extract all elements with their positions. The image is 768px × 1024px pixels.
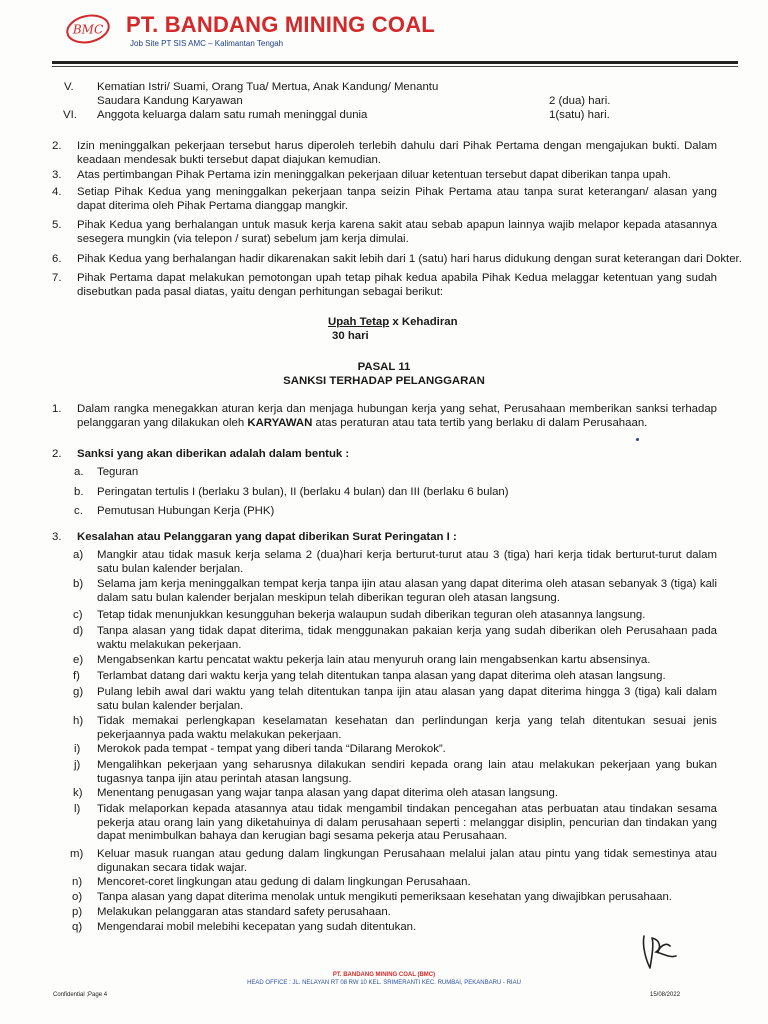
list-letter: l) <box>74 803 81 815</box>
handwritten-initials <box>636 932 684 972</box>
list-letter: i) <box>74 743 81 755</box>
list-item: Tanpa alasan yang tidak dapat diterima, tidak menggunakan pakaian kerja yang sudah diberikan oleh Perusahaan pada waktu melakukan pekerjaan. <box>97 625 717 651</box>
leave-item-text: Saudara Kandung Karyawan <box>97 95 243 107</box>
formula-term: Upah Tetap <box>328 316 390 328</box>
list-item: Mencoret-coret lingkungan atau gedung di dalam lingkungan Perusahaan. <box>97 876 471 888</box>
leave-item-text: Anggota keluarga dalam satu rumah meninggal dunia <box>97 109 368 121</box>
list-item: Merokok pada tempat - tempat yang diberi tanda “Dilarang Merokok”. <box>97 743 446 755</box>
list-item: Pulang lebih awal dari waktu yang telah ditentukan tanpa ijin atau alasan yang dapat diterima hingga 3 (tiga) kali dalam satu bulan kalender berjalan. <box>97 686 717 712</box>
item-number: 6. <box>52 253 62 265</box>
footer-date: 15/08/2022 <box>650 992 681 998</box>
list-item: Peringatan tertulis I (berlaku 3 bulan), II (berlaku 4 bulan) dan III (berlaku 6 bulan) <box>97 486 509 498</box>
list-letter: m) <box>70 848 84 860</box>
header-rule-thin <box>52 66 738 67</box>
footer-address: HEAD OFFICE : JL. NELAYAN RT 08 RW 10 KEL. SRIMERANTI KEC. RUMBAI, PEKANBARU - RIAU <box>247 980 521 986</box>
list-letter: n) <box>72 876 83 888</box>
header-rule <box>52 61 738 64</box>
company-logo <box>65 14 111 44</box>
company-name: PT. BANDANG MINING COAL <box>126 12 435 37</box>
list-item: Pemutusan Hubungan Kerja (PHK) <box>97 505 275 517</box>
list-letter: b. <box>74 486 84 498</box>
footer-company: PT. BANDANG MINING COAL (BMC) <box>332 972 436 978</box>
list-letter: a. <box>74 466 84 478</box>
list-letter: k) <box>73 787 83 799</box>
list-item: Tidak memakai perlengkapan keselamatan kesehatan dan perlindungan kerja yang telah ditentukan sesuai jenis pekerjaannya pada waktu melakukan pekerjaan. <box>97 715 717 741</box>
ink-dot <box>636 438 639 441</box>
list-letter: c) <box>73 609 83 621</box>
list-letter: j) <box>74 759 81 771</box>
list-letter: a) <box>73 549 84 561</box>
paragraph-text: Dalam rangka menegakkan aturan kerja dan menjaga hubungan kerja yang sehat, Perusahaan memberikan sanksi terhadap pelanggaran yang dilakukan oleh KARYAWAN atas peraturan atau tata tertib yang berlaku di dalam Perusahaan. <box>77 403 717 429</box>
formula-rest: x Kehadiran <box>389 316 458 328</box>
list-item: Terlambat datang dari waktu kerja yang telah ditentukan tanpa alasan yang dapat diterima oleh atasan langsung. <box>97 670 666 682</box>
paragraph-heading: Kesalahan atau Pelanggaran yang dapat diberikan Surat Peringatan I : <box>77 531 457 543</box>
paragraph-heading: Sanksi yang akan diberikan adalah dalam bentuk : <box>77 448 350 460</box>
item-number: 2. <box>52 140 62 152</box>
list-letter: q) <box>72 921 83 933</box>
list-item: Teguran <box>97 466 139 478</box>
list-letter: g) <box>73 686 84 698</box>
formula-numerator <box>328 316 458 330</box>
pasal-number: PASAL 11 <box>357 361 411 373</box>
footer-page: Confidential ;Page 4 <box>53 992 108 998</box>
list-item: Menentang penugasan yang wajar tanpa alasan yang dapat diterima oleh atasan langsung. <box>97 787 559 799</box>
item-text: Pihak Kedua yang berhalangan untuk masuk kerja karena sakit atau sebab apapun lainnya wajib melapor kepada atasannya sesegera mungkin (via telepon / surat) sebelum jam kerja dimulai. <box>77 219 717 245</box>
list-item: Melakukan pelanggaran atas standard safety perusahaan. <box>97 906 391 918</box>
list-item: Tidak melaporkan kepada atasannya atau tidak mengambil tindakan pencegahan atas perbuatan atau tindakan sesama pekerja atau orang lain yang diketahuinya di dalam perusahaan seperti : melanggar disiplin, pencurian dan tindakan yang dapat menimbulkan bahaya dan kerugian bagi sesama pekerja atau Perusahaan. <box>97 803 717 842</box>
emphasis-karyawan: KARYAWAN <box>247 416 313 429</box>
list-letter: b) <box>73 578 84 590</box>
item-text: Atas pertimbangan Pihak Pertama izin meninggalkan pekerjaan diluar ketentuan tersebut dapat diberikan tanpa upah. <box>77 169 671 181</box>
item-number: 4. <box>52 186 62 198</box>
item-number: 5. <box>52 219 62 231</box>
list-letter: d) <box>73 625 84 637</box>
list-item: Tanpa alasan yang dapat diterima menolak untuk mengikuti pemeriksaan kesehatan yang diwajibkan perusahaan. <box>97 891 672 903</box>
list-letter: o) <box>72 891 83 903</box>
list-item: Mangkir atau tidak masuk kerja selama 2 (dua)hari kerja berturut-turut atau 3 (tiga) hari kerja tidak berturut-turut dalam satu bulan kalender berjalan. <box>97 549 717 575</box>
paragraph-number: 2. <box>52 448 62 460</box>
list-letter: e) <box>73 654 84 666</box>
item-text: Izin meninggalkan pekerjaan tersebut harus diperoleh terlebih dahulu dari Pihak Pertama dengan mengajukan bukti. Dalam keadaan mendesak bukti tersebut dapat diajukan kemudian. <box>77 140 717 166</box>
item-text: Pihak Pertama dapat melakukan pemotongan upah tetap pihak kedua apabila Pihak Kedua melaggar ketentuan yang sudah disebutkan pada pasal diatas, yaitu dengan perhitungan sebagai berikut: <box>77 272 717 298</box>
leave-item-number: VI. <box>63 109 77 121</box>
leave-item-days: 2 (dua) hari. <box>549 95 611 107</box>
list-item: Mengendarai mobil melebihi kecepatan yang sudah ditentukan. <box>97 921 417 933</box>
list-item: Mengalihkan pekerjaan yang seharusnya dilakukan sendiri kepada orang lain atau melakukan pekerjaan yang bukan tugasnya tanpa ijin atau perintah atasan langsung. <box>97 759 717 785</box>
list-item: Keluar masuk ruangan atau gedung dalam lingkungan Perusahaan melalui jalan atau pintu yang tidak semestinya atau digunakan secara tidak wajar. <box>97 848 717 874</box>
list-letter: f) <box>73 670 80 682</box>
list-letter: p) <box>72 906 83 918</box>
list-item: Tetap tidak menunjukkan kesungguhan bekerja walaupun sudah diberikan teguran oleh atasannya langsung. <box>97 609 646 621</box>
paragraph-number: 1. <box>52 403 62 415</box>
item-number: 3. <box>52 169 62 181</box>
list-item: Selama jam kerja meninggalkan tempat kerja tanpa ijin atau alasan yang dapat diterima oleh atasan sebanyak 3 (tiga) kali dalam satu bulan kalender berjalan meskipun telah diberikan teguran oleh atasan langsung. <box>97 578 717 604</box>
item-text: Setiap Pihak Kedua yang meninggalkan pekerjaan tanpa seizin Pihak Pertama atau tanpa surat keterangan/ alasan yang dapat diterima oleh Pihak Pertama dianggap mangkir. <box>77 186 717 212</box>
logo-text: BMC <box>72 22 104 37</box>
list-item: Mengabsenkan kartu pencatat waktu pekerja lain atau menyuruh orang lain mengabsenkan kartu absensinya. <box>97 654 651 666</box>
company-subtitle: Job Site PT SIS AMC – Kalimantan Tengah <box>130 39 284 48</box>
item-number: 7. <box>52 272 62 284</box>
list-letter: c. <box>74 505 83 517</box>
pasal-title: SANKSI TERHADAP PELANGGARAN <box>283 375 485 387</box>
leave-item-number: V. <box>64 81 74 93</box>
formula-denominator: 30 hari <box>332 330 369 342</box>
list-letter: h) <box>73 715 84 727</box>
leave-item-days: 1(satu) hari. <box>549 109 610 121</box>
paragraph-number: 3. <box>52 531 62 543</box>
item-text: Pihak Kedua yang berhalangan hadir dikarenakan sakit lebih dari 1 (satu) hari harus didukung dengan surat keterangan dari Dokter. <box>77 253 742 265</box>
leave-item-text: Kematian Istri/ Suami, Orang Tua/ Mertua, Anak Kandung/ Menantu <box>97 81 439 93</box>
